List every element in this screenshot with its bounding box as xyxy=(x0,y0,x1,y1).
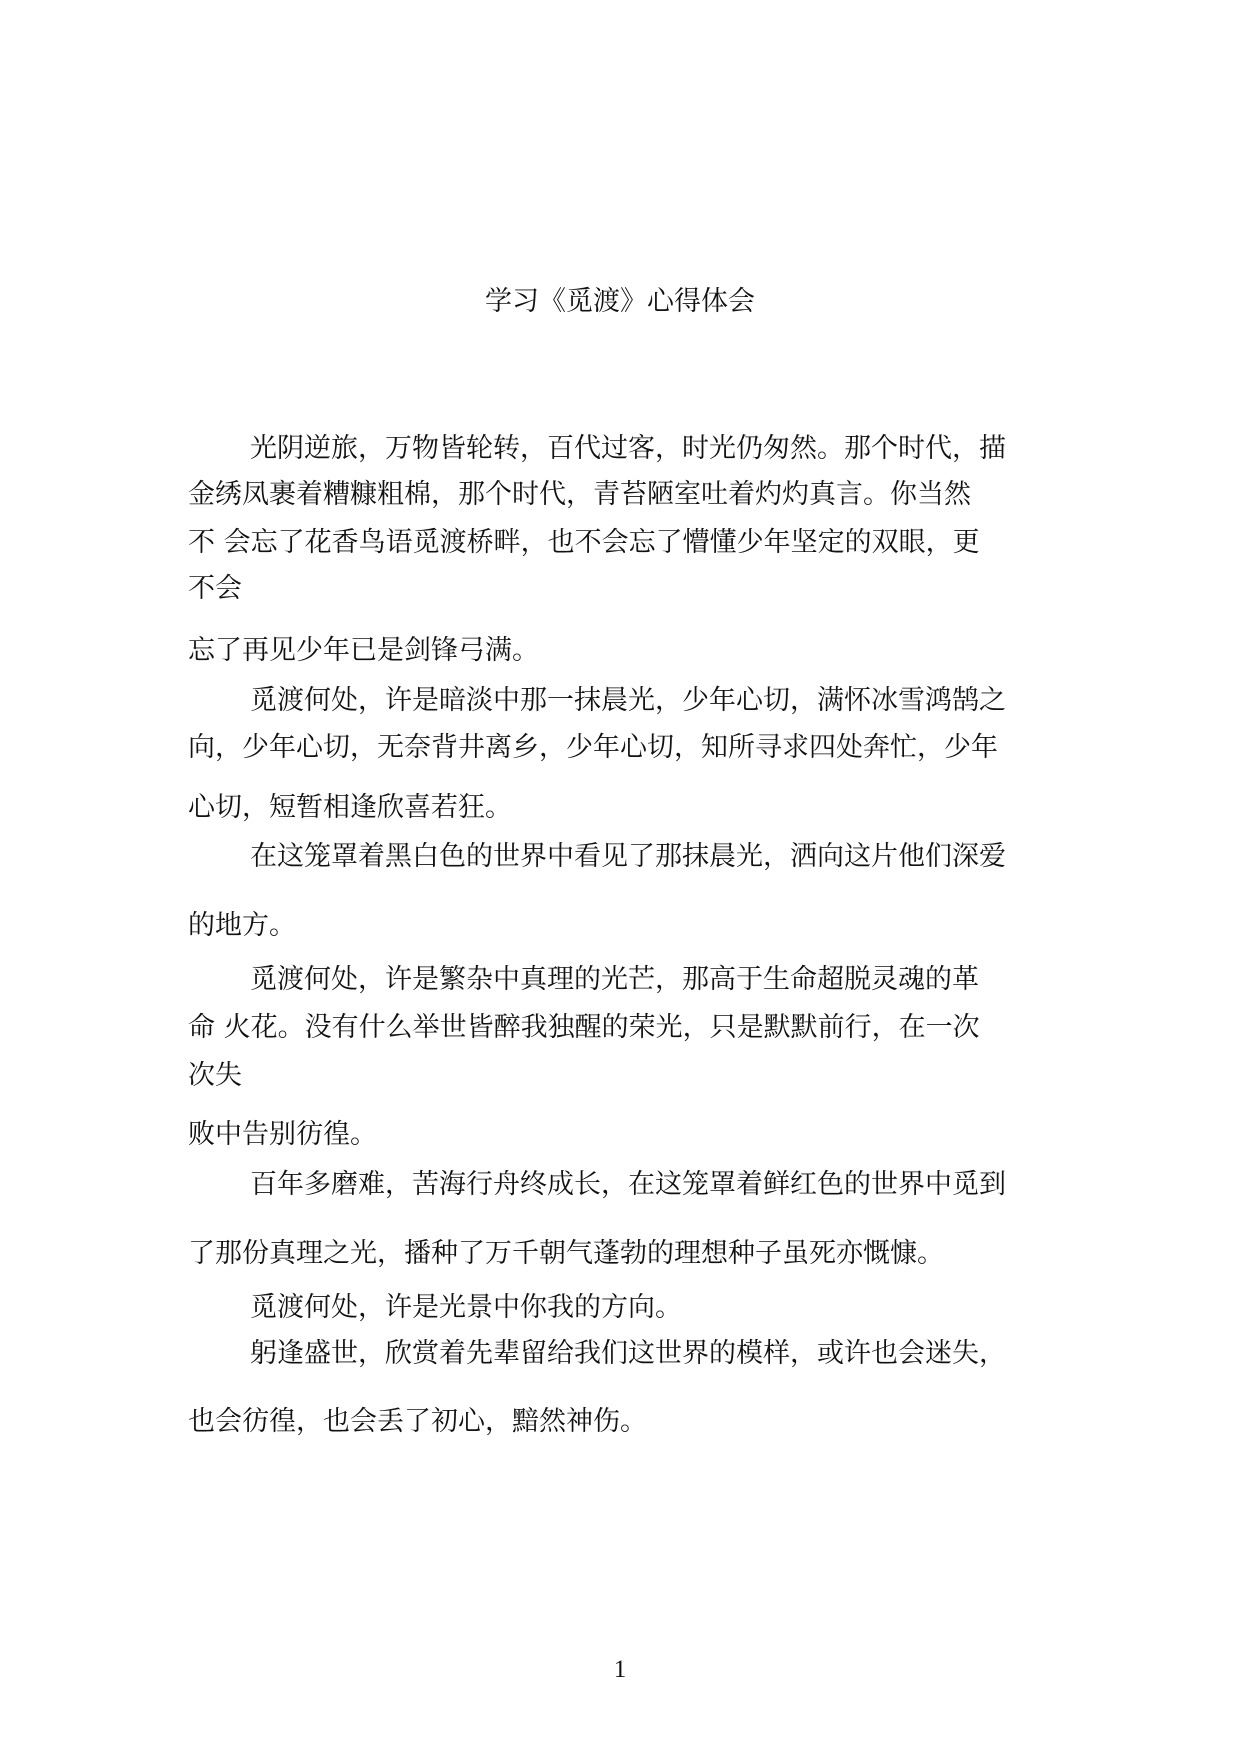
text-line: 觅渡何处，许是繁杂中真理的光芒，那高于生命超脱灵魂的革 xyxy=(250,964,979,995)
text-line: 光阴逆旅，万物皆轮转，百代过客，时光仍匆然。那个时代，描 xyxy=(250,433,1006,464)
text-line: 败中告别彷徨。 xyxy=(188,1119,377,1150)
page-title: 学习《觅渡》心得体会 xyxy=(485,286,755,317)
text-line: 向，少年心切，无奈背井离乡，少年心切，知所寻求四处奔忙，少年 xyxy=(188,732,998,763)
text-line: 不会 xyxy=(188,573,242,604)
text-line: 金绣凤裹着糟糠粗棉，那个时代，青苔陋室吐着灼灼真言。你当然 xyxy=(188,479,971,510)
text-line: 觅渡何处，许是光景中你我的方向。 xyxy=(250,1292,682,1323)
text-line: 也会彷徨，也会丢了初心，黯然神伤。 xyxy=(188,1406,647,1437)
text-line: 忘了再见少年已是剑锋弓满。 xyxy=(188,635,539,666)
text-line: 命 火花。没有什么举世皆醉我独醒的荣光，只是默默前行，在一次 xyxy=(188,1012,980,1043)
text-line: 的地方。 xyxy=(188,910,296,941)
text-line: 不 会忘了花香鸟语觅渡桥畔，也不会忘了懵懂少年坚定的双眼，更 xyxy=(188,527,980,558)
text-line: 次失 xyxy=(188,1060,242,1091)
text-line: 了那份真理之光，播种了万千朝气蓬勃的理想种子虽死亦慨慷。 xyxy=(188,1238,944,1269)
text-line: 觅渡何处，许是暗淡中那一抹晨光，少年心切，满怀冰雪鸿鹄之 xyxy=(250,685,1006,716)
text-line: 躬逢盛世，欣赏着先辈留给我们这世界的模样，或许也会迷失， xyxy=(250,1338,1006,1369)
text-line: 心切，短暂相逢欣喜若狂。 xyxy=(188,792,512,823)
text-line: 在这笼罩着黑白色的世界中看见了那抹晨光，洒向这片他们深爱 xyxy=(250,841,1006,872)
page-number: 1 xyxy=(613,1656,627,1683)
text-line: 百年多磨难，苦海行舟终成长，在这笼罩着鲜红色的世界中觅到 xyxy=(250,1169,1006,1200)
